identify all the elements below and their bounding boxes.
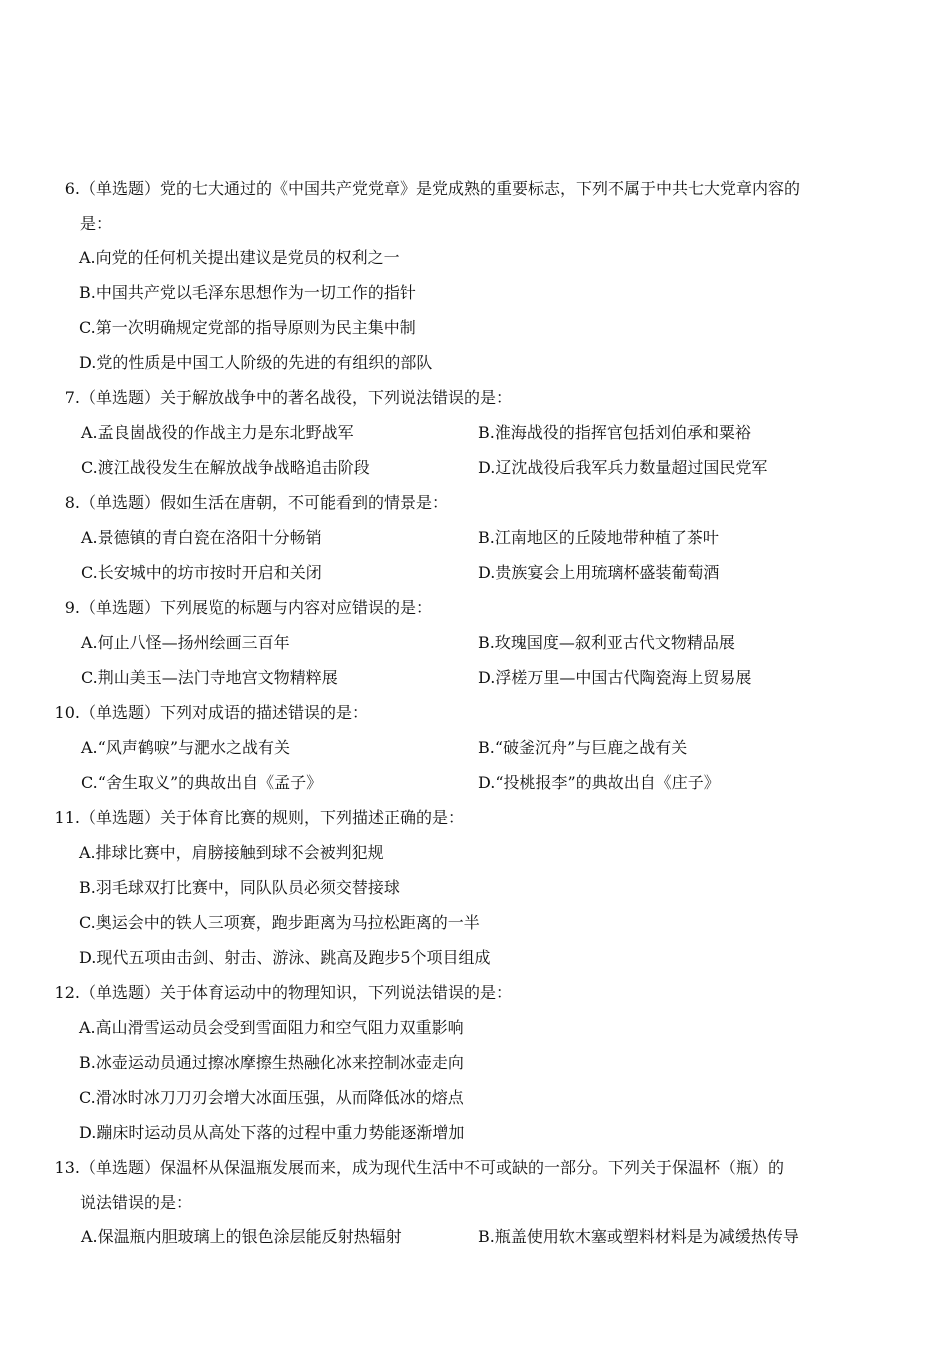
- option-d: D.浮槎万里—中国古代陶瓷海上贸易展: [478, 668, 752, 687]
- option-d: D.辽沈战役后我军兵力数量超过国民党军: [478, 458, 768, 477]
- option-b: B.中国共产党以毛泽东思想作为一切工作的指针: [79, 283, 416, 302]
- option-row: [0, 527, 950, 562]
- question-10: [0, 702, 950, 807]
- question-stem: [0, 597, 950, 632]
- option-row: [0, 772, 950, 807]
- option-a: A.排球比赛中，肩膀接触到球不会被判犯规: [79, 843, 384, 862]
- question-stem: [0, 807, 950, 842]
- option-a: A.何止八怪—扬州绘画三百年: [81, 633, 290, 652]
- question-8: [0, 492, 950, 597]
- question-6: [0, 178, 950, 387]
- question-number: 13.: [54, 1158, 80, 1177]
- option-d: D.党的性质是中国工人阶级的先进的有组织的部队: [79, 353, 433, 372]
- question-number: 12.: [54, 983, 80, 1002]
- question-text: （单选题）关于体育比赛的规则，下列描述正确的是：: [80, 808, 465, 827]
- question-text: （单选题）下列对成语的描述错误的是：: [80, 703, 369, 722]
- option-c: C.“舍生取义”的典故出自《孟子》: [81, 773, 323, 792]
- question-stem: [0, 702, 950, 737]
- question-12: [0, 982, 950, 1157]
- question-stem: [0, 982, 950, 1017]
- option-b: B.玫瑰国度—叙利亚古代文物精品展: [478, 633, 735, 652]
- question-9: [0, 597, 950, 702]
- option-row: [0, 667, 950, 702]
- option-a: A.向党的任何机关提出建议是党员的权利之一: [79, 248, 400, 267]
- question-number: 8.: [64, 493, 80, 512]
- option-d: D.现代五项由击剑、射击、游泳、跳高及跑步5个项目组成: [79, 948, 491, 967]
- question-11: [0, 807, 950, 982]
- question-stem: [0, 387, 950, 422]
- option-c: C.长安城中的坊市按时开启和关闭: [81, 563, 322, 582]
- question-13: [0, 1157, 950, 1261]
- option-c: C.第一次明确规定党部的指导原则为民主集中制: [79, 318, 416, 337]
- option-a: A.保温瓶内胆玻璃上的银色涂层能反射热辐射: [81, 1227, 402, 1246]
- option-a: A.孟良崮战役的作战主力是东北野战军: [81, 423, 354, 442]
- question-text: （单选题）关于解放战争中的著名战役，下列说法错误的是：: [80, 388, 513, 407]
- option-row: [0, 422, 950, 457]
- question-stem: [0, 492, 950, 527]
- question-text: （单选题）关于体育运动中的物理知识，下列说法错误的是：: [80, 983, 513, 1002]
- option-row: [0, 737, 950, 772]
- option-a: A.景德镇的青白瓷在洛阳十分畅销: [81, 528, 322, 547]
- question-7: [0, 387, 950, 492]
- option-a: A.“风声鹤唳”与淝水之战有关: [81, 738, 291, 757]
- question-stem: [0, 1157, 950, 1192]
- question-text: （单选题）保温杯从保温瓶发展而来，成为现代生活中不可或缺的一部分。下列关于保温杯（瓶）的: [80, 1158, 785, 1177]
- option-b: B.江南地区的丘陵地带种植了茶叶: [478, 528, 719, 547]
- question-number: 11.: [54, 808, 80, 827]
- option-c: C.荆山美玉—法门寺地宫文物精粹展: [81, 668, 338, 687]
- option-b: B.瓶盖使用软木塞或塑料材料是为减缓热传导: [478, 1227, 799, 1246]
- option-row: [0, 632, 950, 667]
- option-c: C.滑冰时冰刀刀刃会增大冰面压强，从而降低冰的熔点: [79, 1088, 464, 1107]
- option-b: B.冰壶运动员通过擦冰摩擦生热融化冰来控制冰壶走向: [79, 1053, 464, 1072]
- question-number: 7.: [64, 388, 80, 407]
- question-number: 9.: [64, 598, 80, 617]
- option-row: [0, 1226, 950, 1261]
- option-row: [0, 457, 950, 492]
- option-b: B.淮海战役的指挥官包括刘伯承和粟裕: [478, 423, 751, 442]
- option-b: B.羽毛球双打比赛中，同队队员必须交替接球: [79, 878, 400, 897]
- option-d: D.“投桃报李”的典故出自《庄子》: [478, 773, 720, 792]
- question-number: 6.: [64, 179, 80, 198]
- question-stem: [0, 178, 950, 213]
- question-text-continued: 说法错误的是：: [80, 1193, 193, 1212]
- option-d: D.贵族宴会上用琉璃杯盛装葡萄酒: [478, 563, 720, 582]
- question-number: 10.: [54, 703, 80, 722]
- option-row: [0, 562, 950, 597]
- option-d: D.蹦床时运动员从高处下落的过程中重力势能逐渐增加: [79, 1123, 465, 1142]
- option-c: C.奥运会中的铁人三项赛，跑步距离为马拉松距离的一半: [79, 913, 480, 932]
- option-b: B.“破釜沉舟”与巨鹿之战有关: [478, 738, 688, 757]
- question-text-continued: 是：: [80, 214, 113, 233]
- exam-page: [0, 178, 950, 1261]
- option-c: C.渡江战役发生在解放战争战略追击阶段: [81, 458, 370, 477]
- question-text: （单选题）党的七大通过的《中国共产党党章》是党成熟的重要标志，下列不属于中共七大党章内容的: [80, 179, 801, 198]
- question-text: （单选题）下列展览的标题与内容对应错误的是：: [80, 598, 433, 617]
- option-a: A.高山滑雪运动员会受到雪面阻力和空气阻力双重影响: [79, 1018, 464, 1037]
- question-text: （单选题）假如生活在唐朝，不可能看到的情景是：: [80, 493, 449, 512]
